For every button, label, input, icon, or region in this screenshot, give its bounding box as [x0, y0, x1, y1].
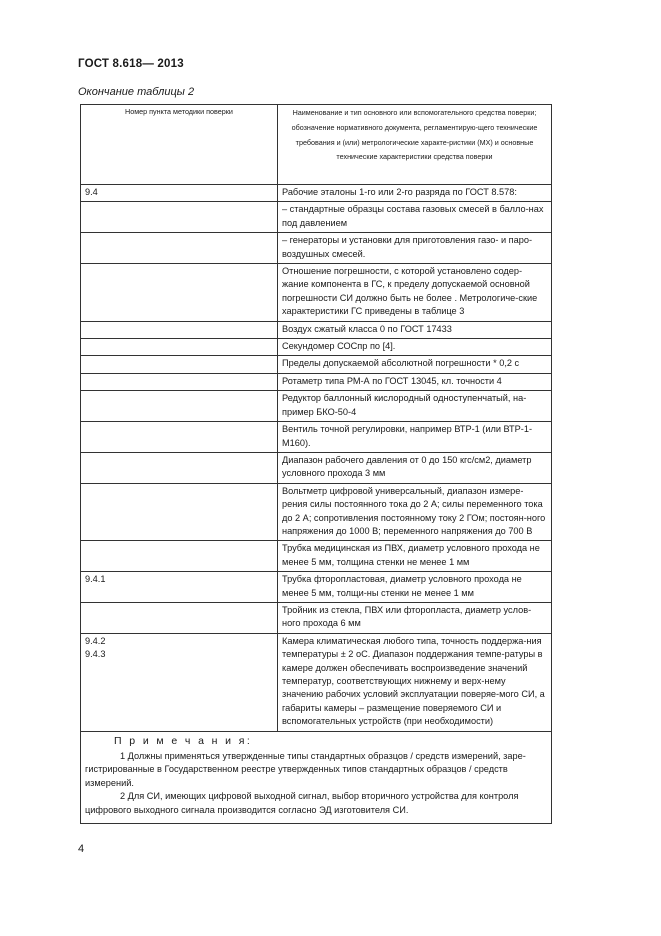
column-header-means: Наименование и тип основного или вспомогательного средства поверки; обозначение нормативного документа, регламентирую-щего технические требования и (или) метрологические характе-ристики (МХ) и основные технические характеристики средства поверки: [278, 105, 552, 185]
page-number: 4: [78, 843, 85, 855]
clause-number-cell: [81, 541, 278, 572]
table-caption: Окончание таблицы 2: [78, 86, 195, 98]
clause-number-cell: [81, 356, 278, 373]
means-description-cell: – генераторы и установки для приготовления газо- и паро-воздушных смесей.: [278, 233, 552, 264]
means-description-cell: Воздух сжатый класса 0 по ГОСТ 17433: [278, 321, 552, 338]
means-description-cell: Трубка медицинская из ПВХ, диаметр условного прохода не менее 5 мм, толщина стенки не менее 1 мм: [278, 541, 552, 572]
table-row: [81, 602, 552, 633]
means-description-cell: Вентиль точной регулировки, например ВТР-1 (или ВТР-1-М160).: [278, 422, 552, 453]
table-row: [81, 452, 552, 483]
table-row: [81, 185, 552, 202]
note-item: 1 Должны применяться утвержденные типы стандартных образцов / средств измерений, заре-гистрированные в Государственном реестре утвержденных типов стандартных образцов / средств измерений.: [85, 751, 526, 788]
verification-means-table: [80, 104, 552, 824]
table-row: [81, 373, 552, 390]
table-row: [81, 339, 552, 356]
means-description-cell: Вольтметр цифровой универсальный, диапазон измере-рения силы постоянного тока до 2 А; силы переменного тока до 2 А; сопротивления постоянному току 2 ГОм; постоян-ного напряжения до 1000 В; переменного напряжения до 700 В: [278, 483, 552, 541]
clause-number-cell: [81, 602, 278, 633]
document-code: ГОСТ 8.618— 2013: [78, 58, 184, 70]
table-row: [81, 483, 552, 541]
note-item: 2 Для СИ, имеющих цифровой выходной сигнал, выбор вторичного устройства для контроля цифрового выходного сигнала производится согласно ЭД изготовителя СИ.: [85, 791, 519, 815]
means-description-cell: Пределы допускаемой абсолютной погрешности * 0,2 с: [278, 356, 552, 373]
means-description-cell: Диапазон рабочего давления от 0 до 150 кгс/см2, диаметр условного прохода 3 мм: [278, 452, 552, 483]
means-description-cell: Рабочие эталоны 1-го или 2-го разряда по ГОСТ 8.578:: [278, 185, 552, 202]
notes-title: П р и м е ч а н и я:: [114, 734, 253, 747]
table-row: [81, 202, 552, 233]
clause-number-cell: [81, 422, 278, 453]
clause-number-cell: [81, 233, 278, 264]
means-description-cell: – стандартные образцы состава газовых смесей в балло-нах под давлением: [278, 202, 552, 233]
means-description-cell: Отношение погрешности, с которой установлено содер-жание компонента в ГС, к пределу допускаемой основной погрешности СИ должно быть не более . Метрологиче-ские характеристики ГС приведены в таблице 3: [278, 264, 552, 322]
table-row: [81, 422, 552, 453]
table-row: [81, 233, 552, 264]
table-row: [81, 391, 552, 422]
clause-number-cell: [81, 373, 278, 390]
means-description-cell: Камера климатическая любого типа, точность поддержа-ния температуры ± 2 оС. Диапазон поддержания темпе-ратуры в камере должен обеспечивать воспроизведение значений температур, соответствующих нижнему и верх-нему значению рабочих условий эксплуатации поверяе-мого СИ, а габариты камеры – размещение поверяемого СИ и вспомогательных устройств (при необходимости): [278, 633, 552, 731]
clause-number-cell: [81, 202, 278, 233]
clause-number-cell: [81, 339, 278, 356]
clause-number-cell: [81, 321, 278, 338]
table-row: [81, 321, 552, 338]
clause-number-cell: 9.4.2 9.4.3: [81, 633, 278, 731]
means-description-cell: Ротаметр типа РМ-А по ГОСТ 13045, кл. точности 4: [278, 373, 552, 390]
means-description-cell: Редуктор баллонный кислородный одноступенчатый, на-пример БКО-50-4: [278, 391, 552, 422]
table-header-row: [81, 105, 552, 185]
column-header-clause: Номер пункта методики поверки: [81, 105, 278, 185]
means-description-cell: Секундомер СОСпр по [4].: [278, 339, 552, 356]
table-row: [81, 572, 552, 603]
table-row: [81, 633, 552, 731]
clause-number-cell: 9.4.1: [81, 572, 278, 603]
table-row: [81, 356, 552, 373]
clause-number-cell: [81, 391, 278, 422]
notes-cell: [81, 731, 552, 823]
notes-row: [81, 731, 552, 823]
means-description-cell: Трубка фторопластовая, диаметр условного прохода не менее 5 мм, толщи-ны стенки не менее 1 мм: [278, 572, 552, 603]
table-row: [81, 541, 552, 572]
clause-number-cell: [81, 264, 278, 322]
clause-number-cell: [81, 483, 278, 541]
clause-number-cell: 9.4: [81, 185, 278, 202]
table-row: [81, 264, 552, 322]
means-description-cell: Тройник из стекла, ПВХ или фторопласта, диаметр услов-ного прохода 6 мм: [278, 602, 552, 633]
clause-number-cell: [81, 452, 278, 483]
